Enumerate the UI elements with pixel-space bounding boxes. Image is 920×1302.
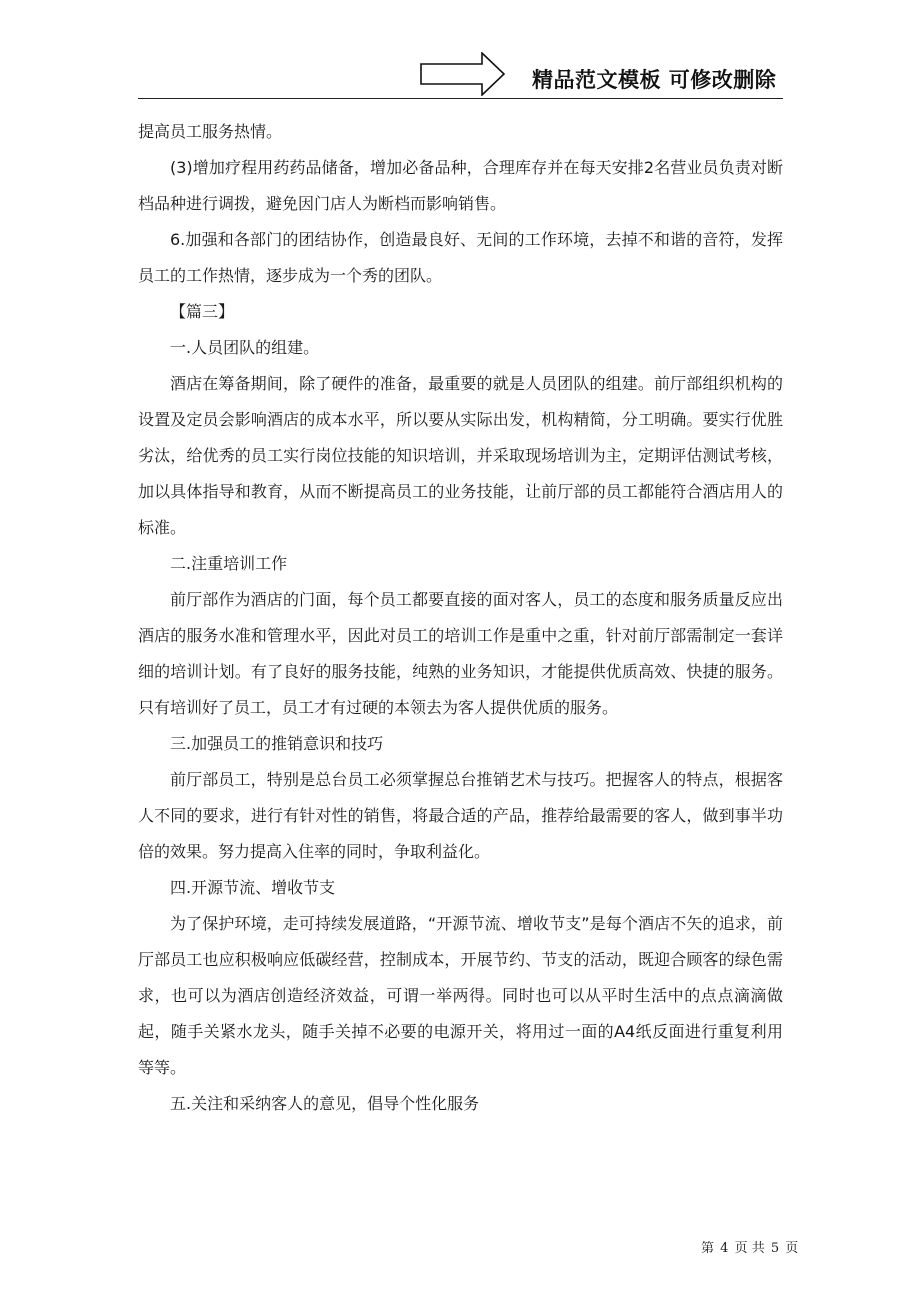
subsection-heading: 三.加强员工的推销意识和技巧: [170, 734, 384, 753]
arrow-right-icon: [420, 52, 506, 96]
subsection-heading: 五.关注和采纳客人的意见，倡导个性化服务: [170, 1094, 480, 1113]
page-label-mid: 页 共: [734, 1241, 765, 1256]
page-label-suffix: 页: [785, 1241, 799, 1256]
section-heading: 【篇三】: [170, 302, 235, 321]
paragraph: 前厅部员工，特别是总台员工必须掌握总台推销艺术与技巧。把握客人的特点，根据客人不同的要求，进行有针对性的销售，将最合适的产品，推荐给最需要的客人，做到事半功倍的效果。努力提高入住率的同时，争取利益化。: [138, 770, 783, 861]
paragraph: 酒店在筹备期间，除了硬件的准备，最重要的就是人员团队的组建。前厅部组织机构的设置及定员会影响酒店的成本水平，所以要从实际出发，机构精简，分工明确。要实行优胜劣汰，给优秀的员工实行岗位技能的知识培训，并采取现场培训为主，定期评估测试考核，加以具体指导和教育，从而不断提高员工的业务技能，让前厅部的员工都能符合酒店用人的标准。: [138, 374, 783, 537]
paragraph: (3)增加疗程用药药品储备，增加必备品种，合理库存并在每天安排2名营业员负责对断档品种进行调拨，避免因门店人为断档而影响销售。: [138, 158, 783, 213]
page-current: 4: [720, 1241, 729, 1256]
subsection-heading: 二.注重培训工作: [170, 554, 288, 573]
page-total: 5: [770, 1241, 780, 1256]
page-number-footer: [700, 1237, 799, 1256]
paragraph: 前厅部作为酒店的门面，每个员工都要直接的面对客人，员工的态度和服务质量反应出酒店的服务水准和管理水平，因此对员工的培训工作是重中之重，针对前厅部需制定一套详细的培训计划。有了良好的服务技能，纯熟的业务知识，才能提供优质高效、快捷的服务。只有培训好了员工，员工才有过硬的本领去为客人提供优质的服务。: [138, 590, 783, 717]
paragraph: 提高员工服务热情。: [138, 122, 283, 141]
header-title: 精品范文模板 可修改删除: [532, 68, 777, 92]
subsection-heading: 一.人员团队的组建。: [170, 338, 320, 357]
document-body: [138, 114, 783, 1122]
header-divider: [138, 98, 783, 99]
paragraph: 6.加强和各部门的团结协作，创造最良好、无间的工作环境，去掉不和谐的音符，发挥员工的工作热情，逐步成为一个秀的团队。: [138, 230, 783, 285]
paragraph: 为了保护环境，走可持续发展道路，“开源节流、增收节支”是每个酒店不矢的追求，前厅部员工也应积极响应低碳经营，控制成本，开展节约、节支的活动，既迎合顾客的绿色需求，也可以为酒店创造经济效益，可谓一举两得。同时也可以从平时生活中的点点滴滴做起，随手关紧水龙头，随手关掉不必要的电源开关，将用过一面的A4纸反面进行重复利用等等。: [138, 914, 783, 1077]
subsection-heading: 四.开源节流、增收节支: [170, 878, 336, 897]
page-label-prefix: 第: [701, 1241, 715, 1256]
